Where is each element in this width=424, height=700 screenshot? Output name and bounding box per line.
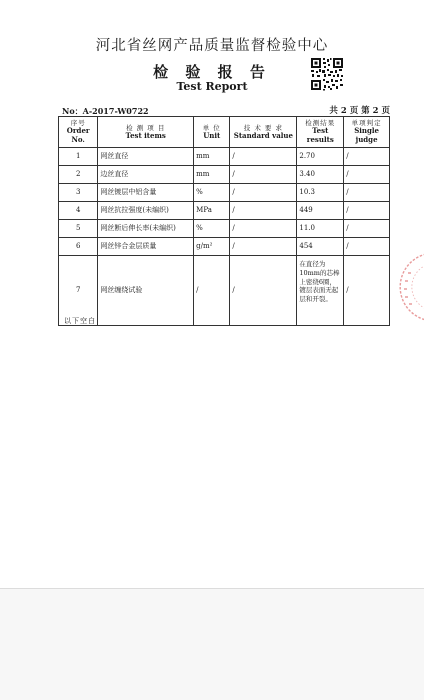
end-note: 以下空白: [64, 317, 96, 325]
row-single-judge: /: [344, 238, 390, 256]
header-test-items: 检 测 项 目 Test items: [98, 117, 194, 148]
row-unit: mm: [194, 148, 230, 166]
report-title-cn: 检 验 报 告: [153, 63, 271, 81]
row-test-item: 网丝断后伸长率(未编织): [98, 220, 194, 238]
table-row: [59, 166, 390, 184]
header-single-judge: 单项判定 Single judge: [344, 117, 390, 148]
table-row: [59, 184, 390, 202]
report-number: No：A-2017-W0722: [62, 106, 149, 116]
row-test-result: 10.3: [297, 184, 344, 202]
header-unit: 单 位 Unit: [194, 117, 230, 148]
row-standard-value: /: [230, 202, 297, 220]
row-unit: mm: [194, 166, 230, 184]
row-test-result: 454: [297, 238, 344, 256]
row-test-result: 2.70: [297, 148, 344, 166]
row-single-judge: /: [344, 202, 390, 220]
row-single-judge: /: [344, 166, 390, 184]
row-order-no: 4: [59, 202, 98, 220]
page-count: 共 2 页 第 2 页: [329, 106, 390, 116]
row-unit: %: [194, 184, 230, 202]
qr-code-icon: [310, 57, 344, 91]
row-single-judge: /: [344, 148, 390, 166]
organization-name: 河北省丝网产品质量监督检验中心: [95, 38, 329, 54]
row-standard-value: /: [230, 148, 297, 166]
table-row: [59, 220, 390, 238]
table-header: [59, 117, 390, 148]
row-order-no: 7: [59, 256, 98, 326]
header-order-no: 序号 Order No.: [59, 117, 98, 148]
row-order-no: 3: [59, 184, 98, 202]
header-test-results: 检测结果 Test results: [297, 117, 344, 148]
bottom-margin: [0, 589, 424, 700]
row-single-judge: /: [344, 256, 390, 326]
row-unit: %: [194, 220, 230, 238]
row-test-item: 网丝缠绕试验: [98, 256, 194, 326]
row-test-item: 网丝锌合金层质量: [98, 238, 194, 256]
row-test-item: 网丝抗拉强度(未编织): [98, 202, 194, 220]
row-test-result: 449: [297, 202, 344, 220]
report-title-en: Test Report: [176, 80, 248, 93]
row-order-no: 1: [59, 148, 98, 166]
row-standard-value: /: [230, 220, 297, 238]
row-unit: MPa: [194, 202, 230, 220]
row-order-no: 5: [59, 220, 98, 238]
row-test-item: 网丝镀层中铝含量: [98, 184, 194, 202]
row-order-no: 6: [59, 238, 98, 256]
table-row: [59, 148, 390, 166]
row-unit: /: [194, 256, 230, 326]
table-row: [59, 256, 390, 326]
row-single-judge: /: [344, 184, 390, 202]
table-row: [59, 238, 390, 256]
results-table: [58, 116, 390, 326]
row-test-result: 在直径为10mm的芯棒上密绕6圈，镀层表面无起层和开裂。: [297, 256, 344, 326]
row-test-result: 11.0: [297, 220, 344, 238]
row-test-result: 3.40: [297, 166, 344, 184]
row-standard-value: /: [230, 184, 297, 202]
row-test-item: 边丝直径: [98, 166, 194, 184]
row-standard-value: /: [230, 238, 297, 256]
row-single-judge: /: [344, 220, 390, 238]
table-row: [59, 202, 390, 220]
row-standard-value: /: [230, 256, 297, 326]
row-test-item: 网丝直径: [98, 148, 194, 166]
row-unit: g/m²: [194, 238, 230, 256]
row-standard-value: /: [230, 166, 297, 184]
header-standard-value: 技 术 要 求 Standard value: [230, 117, 297, 148]
seal-stamp-icon: [396, 250, 424, 324]
row-order-no: 2: [59, 166, 98, 184]
